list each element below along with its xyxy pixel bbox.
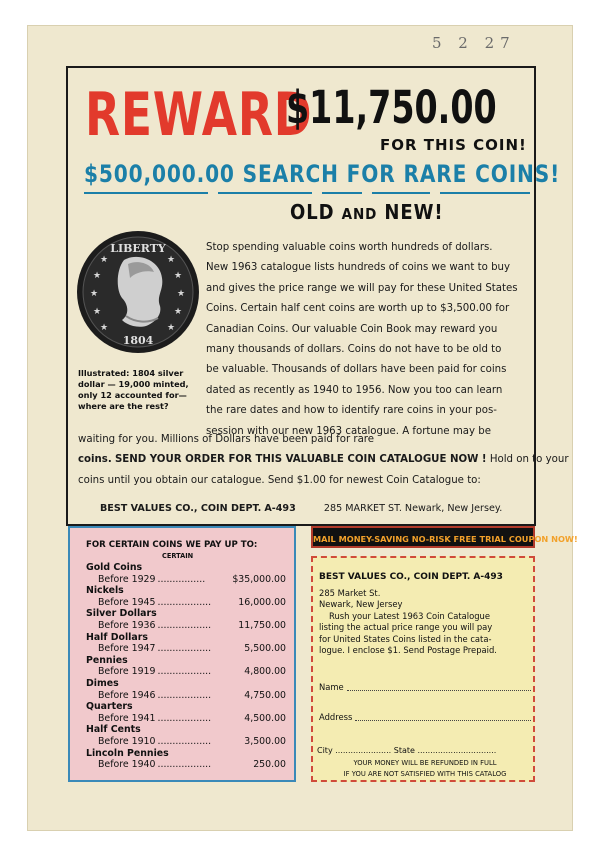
reward-headline: REWARD	[85, 80, 313, 150]
price-row	[86, 574, 286, 586]
coupon-line: listing the actual price range you will pay	[319, 622, 493, 633]
price-row	[86, 620, 286, 632]
price-leader-dots: ..................	[157, 643, 212, 655]
search-headline: $500,000.00 SEARCH FOR RARE COINS!	[84, 160, 561, 188]
body-hold-on: Hold on to your	[489, 454, 569, 466]
name-line[interactable]	[347, 682, 531, 691]
price-category: Quarters	[86, 701, 133, 713]
price-value: 3,500.00	[244, 735, 286, 747]
price-category: Half Cents	[86, 724, 141, 736]
coupon-line: 285 Market St.	[319, 588, 381, 598]
name-label: Name	[319, 682, 344, 692]
price-leader-dots: ..................	[157, 735, 212, 747]
coin-legend: LIBERTY	[110, 242, 166, 255]
body-line: dated as recently as 1940 to 1956. Now you too can learn	[206, 384, 503, 396]
price-leader-dots: ..................	[157, 666, 212, 678]
address-field[interactable]	[319, 712, 531, 722]
price-category: Dimes	[86, 677, 119, 689]
old-word: OLD	[290, 200, 335, 224]
svg-text:★: ★	[93, 307, 102, 317]
price-list	[86, 562, 286, 771]
body-line	[78, 450, 569, 470]
price-row	[86, 713, 286, 725]
state-label: State	[393, 746, 415, 755]
price-year: Before 1919	[98, 666, 156, 678]
reward-amount: $11,750.00	[286, 81, 497, 134]
svg-text:★: ★	[93, 271, 102, 281]
price-row	[86, 597, 286, 609]
price-year: Before 1940	[98, 759, 156, 771]
price-table-box	[68, 526, 296, 782]
body-line: Stop spending valuable coins worth hundreds of dollars.	[206, 242, 493, 253]
silver-dollar-coin-illustration	[76, 230, 200, 354]
price-category: Gold Coins	[86, 562, 143, 573]
search-underline-3	[322, 192, 362, 194]
price-leader-dots: ..................	[157, 712, 212, 724]
search-underline-1	[84, 192, 208, 194]
body-line: the rare dates and how to identify rare coins in your pos-	[206, 405, 497, 417]
city-dots[interactable]: ......................	[335, 746, 392, 755]
svg-text:★: ★	[177, 289, 186, 299]
price-year: Before 1945	[98, 596, 156, 608]
body-line: many thousands of dollars. Coins do not have to be old to	[206, 344, 502, 356]
send-order-callout: SEND YOUR ORDER FOR THIS VALUABLE COIN CATALOGUE NOW !	[114, 454, 487, 466]
old-and-new-heading	[290, 200, 443, 224]
price-value: 11,750.00	[238, 619, 286, 631]
price-row	[86, 666, 286, 678]
price-value: 250.00	[253, 759, 286, 771]
and-word: AND	[341, 205, 378, 223]
coupon-line: Rush your Latest 1963 Coin Catalogue	[329, 610, 490, 621]
coupon-heading: BEST VALUES CO., COIN DEPT. A-493	[319, 572, 503, 582]
price-row	[86, 690, 286, 702]
coin-caption: Illustrated: 1804 silver dollar — 19,000 minted, only 12 accounted for— where are the rest?	[78, 368, 189, 411]
price-value: 4,500.00	[244, 712, 286, 724]
price-row	[86, 643, 286, 655]
company-name: BEST VALUES CO., COIN DEPT.	[100, 503, 262, 514]
city-state-field[interactable]	[317, 746, 533, 755]
body-line: session with our new 1963 catalogue. A fortune may be	[206, 425, 491, 437]
search-underline-4	[372, 192, 430, 194]
price-leader-dots: ..................	[157, 689, 212, 701]
name-field[interactable]	[319, 682, 531, 692]
body-line: coins until you obtain our catalogue. Send $1.00 for newest Coin Catalogue to:	[78, 474, 481, 486]
price-table-heading: FOR CERTAIN COINS WE PAY UP TO:	[86, 540, 258, 550]
body-line: be valuable. Thousands of dollars have been paid for coins	[206, 364, 507, 376]
coupon-line: for United States Coins listed in the cata-	[319, 633, 492, 644]
price-value: 16,000.00	[238, 596, 286, 608]
mailing-address	[100, 503, 530, 514]
body-coins-word: coins.	[78, 454, 112, 466]
price-value: 4,750.00	[244, 689, 286, 701]
price-year: Before 1941	[98, 712, 156, 724]
search-underline-2	[218, 192, 312, 194]
guarantee-line-1: YOUR MONEY WILL BE REFUNDED IN FULL	[353, 759, 497, 767]
price-leader-dots: ..................	[157, 596, 212, 608]
dept-number: A-493	[264, 503, 296, 514]
price-value: $35,000.00	[232, 573, 286, 585]
price-value: 4,800.00	[244, 666, 286, 678]
price-year: Before 1947	[98, 643, 156, 655]
price-year: Before 1936	[98, 619, 156, 631]
coin-date: 1804	[122, 334, 154, 347]
svg-text:★: ★	[100, 323, 109, 333]
price-leader-dots: ..................	[157, 759, 212, 771]
svg-text:★: ★	[167, 255, 176, 265]
price-value: 5,500.00	[244, 643, 286, 655]
svg-text:★: ★	[174, 271, 183, 281]
money-back-guarantee	[317, 758, 533, 780]
body-line: Coins. Certain half cent coins are worth up to $3,500.00 for	[206, 303, 510, 315]
address-label: Address	[319, 712, 353, 722]
state-dots[interactable]: ...............................	[417, 746, 497, 755]
body-line: waiting for you. Millions of Dollars have been paid for rare	[78, 434, 375, 445]
price-leader-dots: ................	[157, 573, 206, 585]
svg-text:★: ★	[174, 307, 183, 317]
date-stamp: 5 2 27	[432, 34, 516, 52]
svg-text:★: ★	[167, 323, 176, 333]
new-word: NEW!	[384, 200, 444, 224]
price-leader-dots: ..................	[157, 619, 212, 631]
free-trial-banner: MAIL MONEY-SAVING NO-RISK FREE TRIAL COUPON NOW!	[311, 526, 535, 548]
svg-text:★: ★	[90, 289, 99, 299]
ad-body-text-wide	[78, 430, 569, 491]
coupon-line: Newark, New Jersey	[319, 599, 403, 610]
price-category: Pennies	[86, 654, 128, 666]
guarantee-line-2: IF YOU ARE NOT SATISFIED WITH THIS CATALOG	[343, 770, 507, 778]
body-line: New 1963 catalogue lists hundreds of coins we want to buy	[206, 262, 511, 274]
svg-text:★: ★	[100, 255, 109, 265]
coupon-line: logue. I enclose $1. Send Postage Prepaid.	[319, 645, 497, 656]
price-category: Nickels	[86, 585, 124, 597]
price-category: Half Dollars	[86, 631, 148, 643]
price-category: Lincoln Pennies	[86, 747, 169, 759]
price-table-subheading: CERTAIN	[162, 552, 194, 560]
ad-body-text	[206, 238, 534, 442]
price-category: Silver Dollars	[86, 608, 157, 620]
for-this-coin: FOR THIS COIN!	[380, 136, 527, 154]
price-year: Before 1929	[98, 573, 156, 585]
price-year: Before 1946	[98, 689, 156, 701]
city-label: City	[317, 746, 333, 755]
price-row	[86, 759, 286, 771]
body-line: Canadian Coins. Our valuable Coin Book may reward you	[206, 323, 498, 335]
search-underline-5	[440, 192, 530, 194]
address-line[interactable]	[355, 712, 531, 721]
price-year: Before 1910	[98, 735, 156, 747]
order-coupon[interactable]	[311, 556, 535, 782]
body-line: and gives the price range we will pay for these United States	[206, 282, 518, 294]
coupon-text	[319, 588, 531, 656]
price-row	[86, 736, 286, 748]
street-address: 285 MARKET ST. Newark, New Jersey.	[323, 503, 503, 514]
